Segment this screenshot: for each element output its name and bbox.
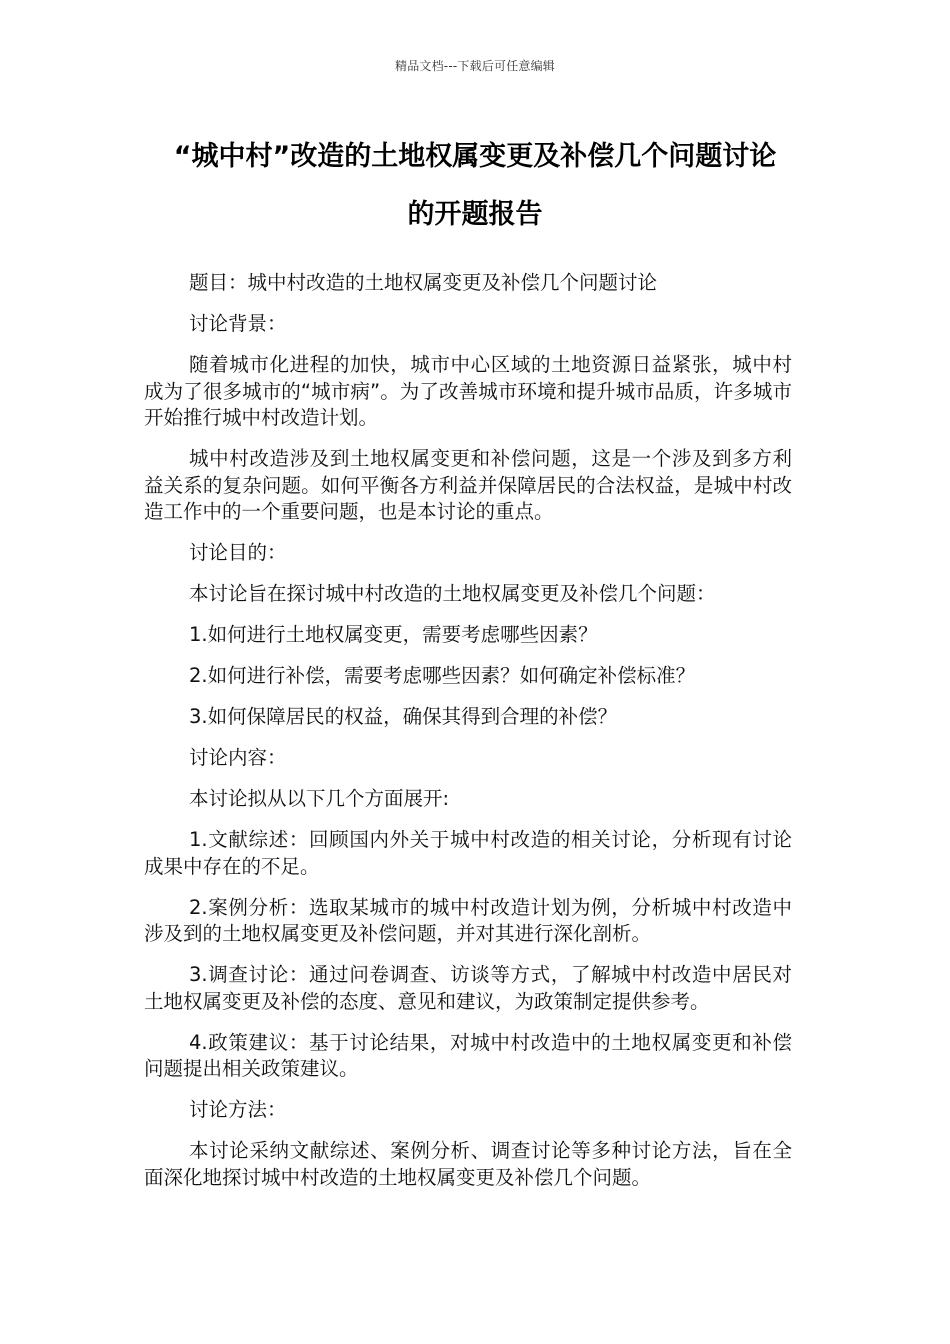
title-line-2: 的开题报告 (407, 199, 543, 230)
content-intro: 本讨论拟从以下几个方面展开: (189, 787, 450, 810)
document-title (140, 128, 810, 244)
document-body (144, 270, 792, 1206)
purpose-item-2: 2.如何进行补偿，需要考虑哪些因素？如何确定补偿标准？ (189, 664, 696, 687)
content-item-1: 1.文献综述：回顾国内外关于城中村改造的相关讨论，分析现有讨论成果中存在的不足。 (144, 828, 792, 878)
header-note: 精品文档---下载后可任意编辑 (395, 59, 555, 73)
purpose-item-1: 1.如何进行土地权属变更，需要考虑哪些因素？ (189, 623, 598, 646)
title-line-1: “城中村”改造的土地权属变更及补偿几个问题讨论 (173, 141, 777, 172)
section-heading-purpose: 讨论目的： (189, 541, 287, 564)
topic-paragraph: 题目：城中村改造的土地权属变更及补偿几个问题讨论 (189, 271, 658, 294)
content-item-4: 4.政策建议：基于讨论结果，对城中村改造中的土地权属变更和补偿问题提出相关政策建议。 (144, 1030, 792, 1080)
content-item-3: 3.调查讨论：通过问卷调查、访谈等方式，了解城中村改造中居民对土地权属变更及补偿的态度、意见和建议，为政策制定提供参考。 (144, 963, 792, 1013)
section-heading-content: 讨论内容： (189, 746, 287, 769)
section-heading-background: 讨论背景： (189, 312, 287, 335)
section-heading-method: 讨论方法： (189, 1098, 287, 1121)
background-paragraph-2: 城中村改造涉及到土地权属变更和补偿问题，这是一个涉及到多方利益关系的复杂问题。如何平衡各方利益并保障居民的合法权益，是城中村改造工作中的一个重要问题，也是本讨论的重点。 (144, 447, 792, 523)
purpose-item-3: 3.如何保障居民的权益，确保其得到合理的补偿？ (189, 705, 618, 728)
background-paragraph-1: 随着城市化进程的加快，城市中心区域的土地资源日益紧张，城中村成为了很多城市的“城市病”。为了改善城市环境和提升城市品质，许多城市开始推行城中村改造计划。 (144, 353, 792, 429)
purpose-intro: 本讨论旨在探讨城中村改造的土地权属变更及补偿几个问题： (189, 582, 716, 605)
method-paragraph: 本讨论采纳文献综述、案例分析、调查讨论等多种讨论方法，旨在全面深化地探讨城中村改造的土地权属变更及补偿几个问题。 (144, 1139, 792, 1189)
content-item-2: 2.案例分析：选取某城市的城中村改造计划为例，分析城中村改造中涉及到的土地权属变更及补偿问题，并对其进行深化剖析。 (144, 895, 792, 945)
